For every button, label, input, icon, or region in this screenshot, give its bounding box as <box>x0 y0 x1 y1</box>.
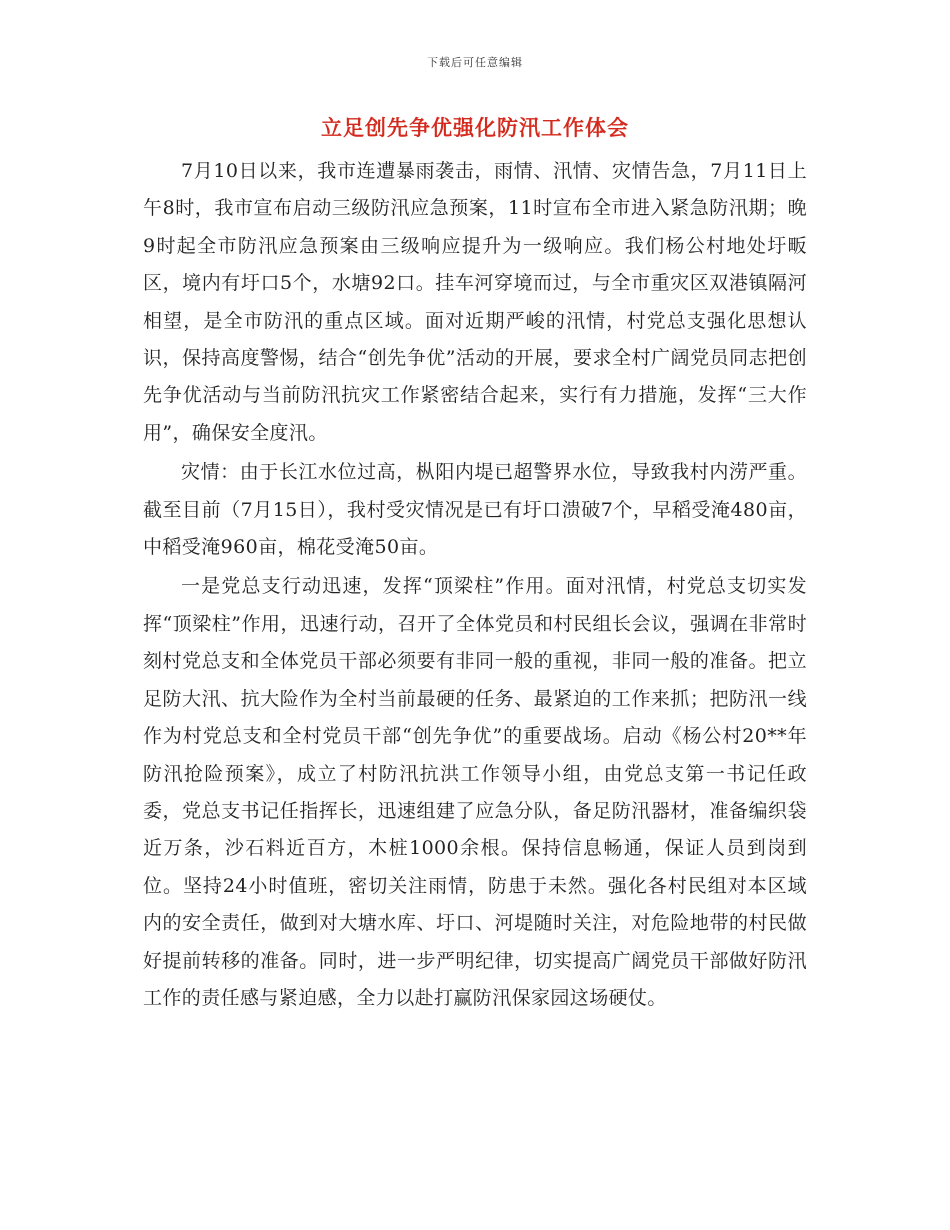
paragraph-party-action: 一是党总支行动迅速，发挥“顶梁柱”作用。面对汛情，村党总支切实发挥“顶梁柱”作用，迅速行动，召开了全体党员和村民组长会议，强调在非常时刻村党总支和全体党员干部必须要有非同一般的重视，非同一般的准备。把立足防大汛、抗大险作为全村当前最硬的任务、最紧迫的工作来抓；把防汛一线作为村党总支和全村党员干部“创先争优”的重要战场。启动《杨公村20**年防汛抢险预案》，成立了村防汛抗洪工作领导小组，由党总支第一书记任政委，党总支书记任指挥长，迅速组建了应急分队，备足防汛器材，准备编织袋近万条，沙石料近百方，木桩1000余根。保持信息畅通，保证人员到岗到位。坚持24小时值班，密切关注雨情，防患于未然。强化各村民组对本区域内的安全责任，做到对大塘水库、圩口、河堤随时关注，对危险地带的村民做好提前转移的准备。同时，进一步严明纪律，切实提高广阔党员干部做好防汛工作的责任感与紧迫感，全力以赴打赢防汛保家园这场硬仗。 <box>143 575 807 1009</box>
document-body <box>143 153 807 1019</box>
document-title: 立足创先争优强化防汛工作体会 <box>321 115 629 140</box>
download-note: 下载后可任意编辑 <box>427 56 523 69</box>
paragraph-intro: 7月10日以来，我市连遭暴雨袭击，雨情、汛情、灾情告急，7月11日上午8时，我市宣布启动三级防汛应急预案，11时宣布全市进入紧急防汛期；晚9时起全市防汛应急预案由三级响应提升为一级响应。我们杨公村地处圩畈区，境内有圩口5个，水塘92口。挂车河穿境而过，与全市重灾区双港镇隔河相望，是全市防汛的重点区域。面对近期严峻的汛情，村党总支强化思想认识，保持高度警惕，结合“创先争优”活动的开展，要求全村广阔党员同志把创先争优活动与当前防汛抗灾工作紧密结合起来，实行有力措施，发挥“三大作用”，确保安全度汛。 <box>143 160 807 444</box>
paragraph-disaster-status: 灾情：由于长江水位过高，枞阳内堤已超警界水位，导致我村内涝严重。截至目前（7月15日），我村受灾情况是已有圩口溃破7个，早稻受淹480亩，中稻受淹960亩，棉花受淹50亩。 <box>143 461 807 559</box>
